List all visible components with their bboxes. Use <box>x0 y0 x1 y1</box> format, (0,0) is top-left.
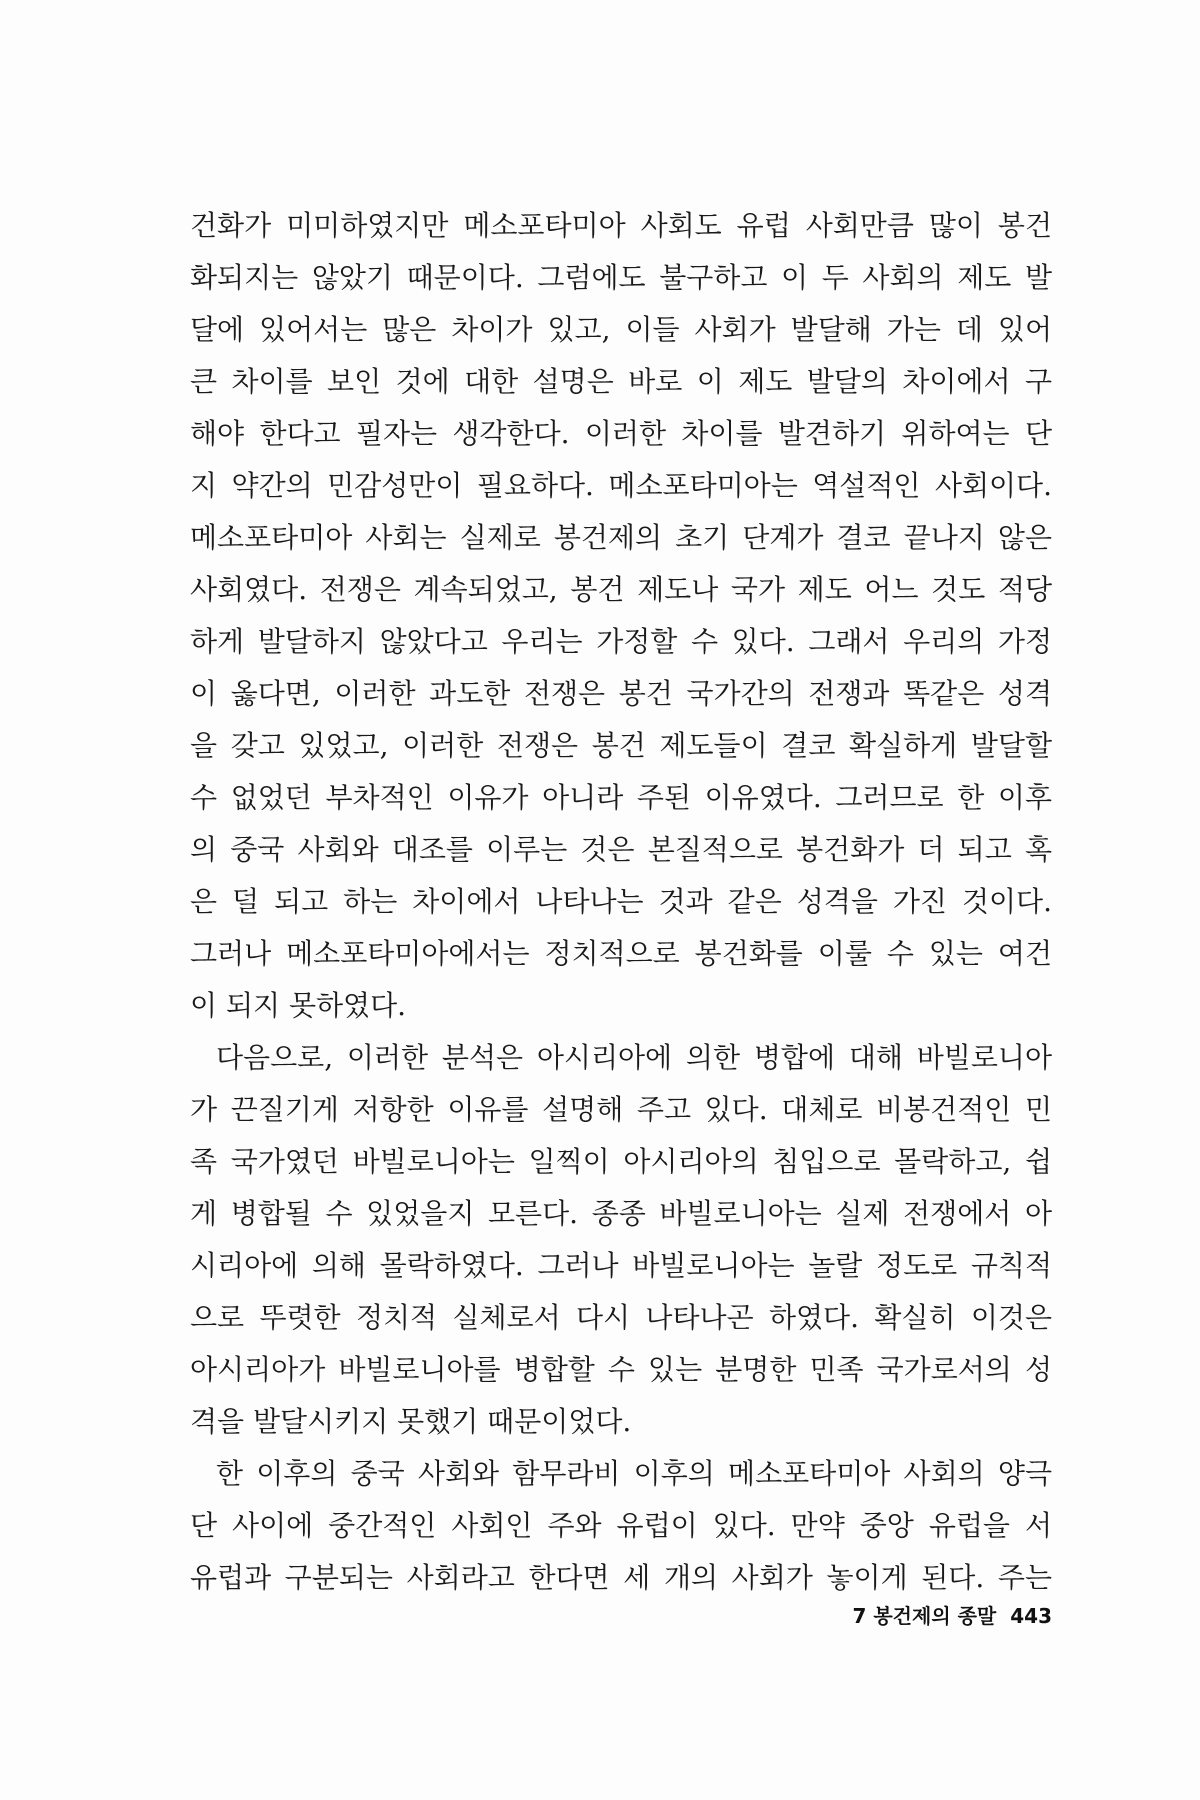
text-line: 아시리아가 바빌로니아를 병합할 수 있는 분명한 민족 국가로서의 성 <box>190 1353 1052 1386</box>
text-line: 으로 뚜렷한 정치적 실체로서 다시 나타나곤 하였다. 확실히 이것은 <box>190 1301 1052 1334</box>
text-line: 사회였다. 전쟁은 계속되었고, 봉건 제도나 국가 제도 어느 것도 적당 <box>190 573 1052 606</box>
text-line: 게 병합될 수 있었을지 모른다. 종종 바빌로니아는 실제 전쟁에서 아 <box>190 1197 1052 1230</box>
text-line: 큰 차이를 보인 것에 대한 설명은 바로 이 제도 발달의 차이에서 구 <box>190 365 1052 398</box>
text-line: 지 약간의 민감성만이 필요하다. 메소포타미아는 역설적인 사회이다. <box>190 469 1052 502</box>
text-line: 메소포타미아 사회는 실제로 봉건제의 초기 단계가 결코 끝나지 않은 <box>190 521 1052 554</box>
running-footer <box>620 1600 1052 1629</box>
text-line: 화되지는 않았기 때문이다. 그럼에도 불구하고 이 두 사회의 제도 발 <box>190 261 1052 294</box>
chapter-title: 7 봉건제의 종말 <box>852 1604 997 1628</box>
text-line: 다음으로, 이러한 분석은 아시리아에 의한 병합에 대해 바빌로니아 <box>216 1041 1052 1074</box>
body-text <box>190 200 1052 1604</box>
text-line: 유럽과 구분되는 사회라고 한다면 세 개의 사회가 놓이게 된다. 주는 <box>190 1561 1052 1594</box>
text-line: 그러나 메소포타미아에서는 정치적으로 봉건화를 이룰 수 있는 여건 <box>190 937 1052 970</box>
text-line: 하게 발달하지 않았다고 우리는 가정할 수 있다. 그래서 우리의 가정 <box>190 625 1052 658</box>
text-line: 족 국가였던 바빌로니아는 일찍이 아시리아의 침입으로 몰락하고, 쉽 <box>190 1145 1052 1178</box>
text-line: 이 되지 못하였다. <box>190 989 407 1022</box>
text-line: 단 사이에 중간적인 사회인 주와 유럽이 있다. 만약 중앙 유럽을 서 <box>190 1509 1052 1542</box>
text-line: 시리아에 의해 몰락하였다. 그러나 바빌로니아는 놀랄 정도로 규칙적 <box>190 1249 1052 1282</box>
text-line: 격을 발달시키지 못했기 때문이었다. <box>190 1405 632 1438</box>
text-line: 가 끈질기게 저항한 이유를 설명해 주고 있다. 대체로 비봉건적인 민 <box>190 1093 1052 1126</box>
text-line: 수 없었던 부차적인 이유가 아니라 주된 이유였다. 그러므로 한 이후 <box>190 781 1052 814</box>
page-number: 443 <box>1010 1604 1052 1628</box>
text-line: 이 옳다면, 이러한 과도한 전쟁은 봉건 국가간의 전쟁과 똑같은 성격 <box>190 677 1052 710</box>
text-line: 한 이후의 중국 사회와 함무라비 이후의 메소포타미아 사회의 양극 <box>216 1457 1052 1490</box>
text-line: 달에 있어서는 많은 차이가 있고, 이들 사회가 발달해 가는 데 있어 <box>190 313 1052 346</box>
text-line: 은 덜 되고 하는 차이에서 나타나는 것과 같은 성격을 가진 것이다. <box>190 885 1052 918</box>
text-line: 을 갖고 있었고, 이러한 전쟁은 봉건 제도들이 결코 확실하게 발달할 <box>190 729 1052 762</box>
text-line: 의 중국 사회와 대조를 이루는 것은 본질적으로 봉건화가 더 되고 혹 <box>190 833 1052 866</box>
text-line: 건화가 미미하였지만 메소포타미아 사회도 유럽 사회만큼 많이 봉건 <box>190 209 1052 242</box>
text-line: 해야 한다고 필자는 생각한다. 이러한 차이를 발견하기 위하여는 단 <box>190 417 1052 450</box>
